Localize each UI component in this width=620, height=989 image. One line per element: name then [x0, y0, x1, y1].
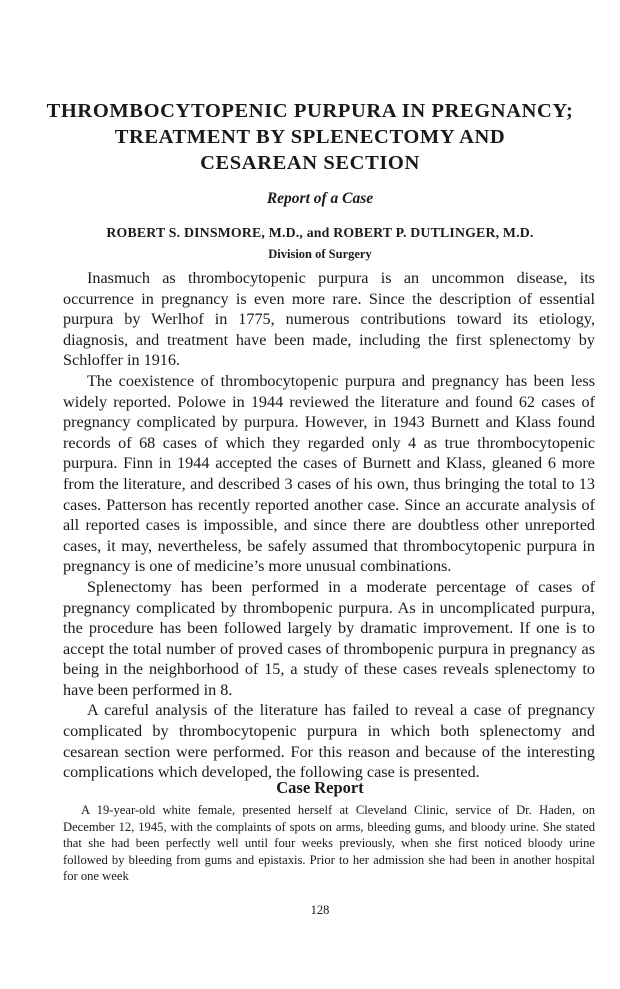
body-paragraph: Inasmuch as thrombocytopenic purpura is an uncommon disease, its occurrence in pregnancy is even more rare. Since the description of essential purpura by Werlhof in 1775, numerous contributions toward its etiology, diagnosis, and treatment have been made, including the first splenectomy by Schloffer in 1916. [63, 269, 595, 370]
article-title [0, 98, 620, 176]
article-authors: ROBERT S. DINSMORE, M.D., and ROBERT P. DUTLINGER, M.D. [106, 225, 534, 240]
author-division: Division of Surgery [268, 247, 372, 261]
article-subtitle: Report of a Case [266, 190, 374, 207]
case-report-body [63, 802, 595, 885]
page-number: 128 [310, 903, 330, 917]
body-paragraph: Splenectomy has been performed in a moderate percentage of cases of pregnancy complicated by thrombopenic purpura. As in uncomplicated purpura, the procedure has been followed largely by dramatic improvement. If one is to accept the total number of proved cases of thrombopenic purpura in pregnancy as being in the neighborhood of 15, a study of these cases reveals splenectomy to have been performed in 8. [63, 577, 595, 699]
article-body [63, 268, 595, 783]
section-heading: Case Report [276, 778, 364, 797]
title-line-1: THROMBOCYTOPENIC PURPURA IN PREGNANCY; [46, 100, 574, 122]
title-line-3: CESAREAN SECTION [200, 152, 420, 174]
case-paragraph: A 19-year-old white female, presented herself at Cleveland Clinic, service of Dr. Haden, on December 12, 1945, with the complaints of spots on arms, bleeding gums, and bloody urine. She stated that she had been perfectly well until four weeks previously, when she first noticed bloody urine followed by bleeding from gums and epistaxis. Prior to her admission she had been in another hospital for one week [63, 803, 595, 884]
body-paragraph: The coexistence of thrombocytopenic purpura and pregnancy has been less widely reported. Polowe in 1944 reviewed the literature and found 62 cases of pregnancy complicated by purpura. However, in 1943 Burnett and Klass found records of 68 cases of which they regarded only 4 as true thrombocytopenic purpura. Finn in 1944 accepted the cases of Burnett and Klass, gleaned 6 more from the literature, and described 3 cases of his own, thus bringing the total to 13 cases. Patterson has recently reported another case. Since an accurate analysis of all reported cases is impossible, and since there are doubtless other unreported cases, it may, nevertheless, be safely assumed that thrombocytopenic purpura in pregnancy is one of medicine’s more unusual combinations. [63, 371, 595, 576]
title-line-2: TREATMENT BY SPLENECTOMY AND [114, 126, 506, 148]
body-paragraph: A careful analysis of the literature has failed to reveal a case of pregnancy complicated by thrombocytopenic purpura in which both splenectomy and cesarean section were performed. For this reason and because of the interesting complications which developed, the following case is presented. [63, 701, 595, 782]
